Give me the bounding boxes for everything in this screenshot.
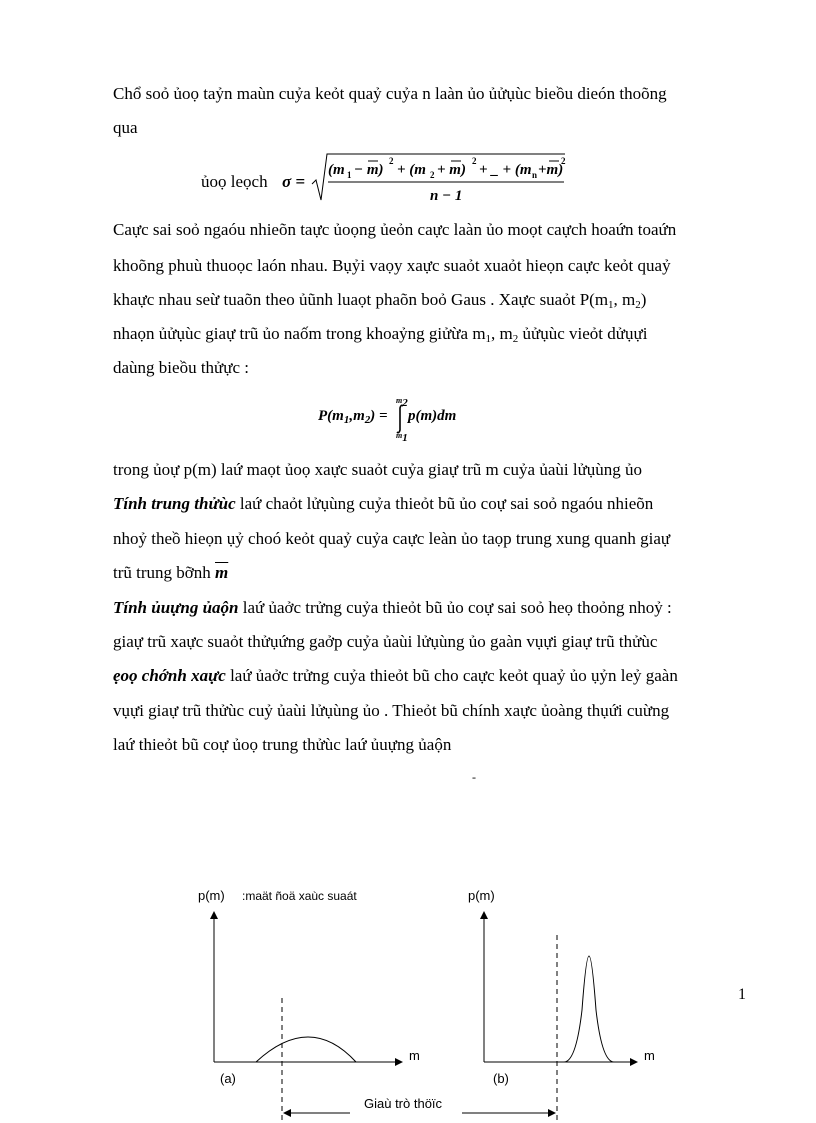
paragraph-6-line-1: [113, 666, 678, 686]
text-run: ): [640, 290, 647, 309]
integral-lower-limit: [396, 431, 408, 444]
svg-text:n − 1: n − 1: [430, 188, 463, 204]
formula-text: m: [396, 431, 403, 440]
paragraph-3-line-1: trong ủoự p(m) laứ maọt ủoọ xaực suaỏt cuỷa giaự trũ m cuỷa ủaùi lửụùng ủo: [113, 460, 643, 479]
plot-a-label: (a): [220, 1071, 236, 1086]
stray-mark: -: [472, 770, 476, 784]
left-wide-density-curve: [256, 1037, 356, 1062]
subscript: 2: [635, 299, 641, 311]
formula-text: ,m: [349, 408, 365, 424]
standard-deviation-formula: [310, 150, 570, 206]
text-run: trũ trung bỡnh: [113, 563, 211, 582]
formula-text: P(m: [318, 408, 344, 424]
svg-text:+ m): + m): [437, 162, 466, 178]
plot-b-label: (b): [493, 1071, 509, 1086]
paragraph-2-line-5: daùng bieồu thửực :: [113, 358, 249, 377]
subscript: 2: [512, 333, 519, 345]
svg-text:1: 1: [347, 170, 352, 180]
density-annotation: :maät ñoä xaùc suaát: [242, 889, 357, 903]
left-x-label: m: [409, 1048, 420, 1063]
svg-text:2: 2: [389, 156, 394, 166]
probability-integral-formula: [318, 398, 468, 446]
svg-text:+ (m: + (m: [397, 162, 426, 178]
subscript: 2: [364, 414, 371, 426]
paragraph-4-line-3: [113, 563, 228, 583]
left-y-label: p(m): [198, 888, 225, 903]
paragraph-1-line-2: qua: [113, 118, 138, 137]
paragraph-2-line-4: [113, 324, 647, 344]
svg-text:+ _ + (m: + _ + (m: [479, 162, 532, 178]
svg-text:2: 2: [561, 156, 566, 166]
text-run: nhaọn ủửụùc giaự trũ ủo naốm trong khoaỷng giửừa m: [113, 324, 486, 343]
text-run: , m: [613, 290, 636, 309]
sigma-symbol: σ =: [282, 172, 306, 191]
true-value-label: Giaù trò thöïc: [364, 1096, 443, 1111]
formula-text: ) =: [370, 408, 388, 424]
subscript: 1: [343, 414, 350, 426]
subscript: 2: [402, 397, 408, 409]
probability-density-figure: [190, 880, 670, 1123]
text-run: , m: [491, 324, 513, 343]
formula-text: m: [396, 396, 403, 405]
svg-text:− m): − m): [354, 162, 384, 178]
term-chinh-xac: ẹoọ chớnh xaực: [113, 666, 226, 685]
paragraph-6-line-2: vụựi giaự trũ thửùc cuỷ ủaùi lửụùng ủo . Thieỏt bũ chính xaực ủoàng thụứi cuừng: [113, 701, 670, 720]
subscript: 1: [485, 333, 492, 345]
paragraph-5-line-1: [113, 598, 672, 618]
paragraph-5-line-2: giaự trũ xaực suaỏt thửụứng gaởp cuỷa ủaùi lửụùng ủo gaàn vụựi giaự trũ thửùc: [113, 632, 658, 651]
right-narrow-density-curve: [564, 956, 614, 1062]
text-run: khaực nhau seừ tuaõn theo ủũnh luaọt phaõn boỏ Gaus . Xaực suaỏt P(m: [113, 290, 609, 309]
term-dung-dan: Tính ủuựng ủaộn: [113, 598, 239, 617]
paragraph-2-line-1: Caực sai soỏ ngaóu nhieõn taực ủoọng ủeỏn caực laàn ủo moọt caựch hoaứn toaứn: [113, 220, 677, 239]
subscript: 1: [402, 432, 408, 444]
text-run: laứ ủaởc trửng cuỷa thieỏt bũ cho caực keỏt quaỷ ủo ụỷn leỷ gaàn: [225, 666, 678, 685]
integral-sign-icon: [396, 404, 406, 434]
text-run: laứ chaỏt lửụùng cuỷa thieỏt bũ ủo coự sai soỏ ngaóu nhieõn: [235, 494, 654, 513]
svg-text:2: 2: [472, 156, 477, 166]
right-x-label: m: [644, 1048, 655, 1063]
svg-text:+m): +m): [538, 162, 564, 178]
equation-label: ủoọ leọch: [201, 172, 268, 191]
paragraph-6-line-3: laứ thieỏt bũ coự ủoọ trung thửùc laứ ủuựng ủaộn: [113, 735, 452, 754]
page-number: 1: [738, 986, 746, 1003]
text-run: laứ ủaởc trửng cuỷa thieỏt bũ ủo coự sai soỏ heọ thoỏng nhoỷ :: [238, 598, 672, 617]
paragraph-4-line-2: nhoỷ theồ hieọn ụỷ choó keỏt quaỷ cuỷa caực leàn ủo taọp trung xung quanh giaự: [113, 529, 671, 548]
right-y-label: p(m): [468, 888, 495, 903]
integrand: p(m)dm: [408, 408, 457, 424]
svg-text:2: 2: [430, 170, 435, 180]
paragraph-4-line-1: [113, 494, 653, 514]
paragraph-1-line-1: Chổ soỏ ủoọ taỷn maùn cuỷa keỏt quaỷ cuỷa n laàn ủo ủửụùc bieồu dieón thoõng: [113, 84, 667, 103]
paragraph-2-line-3: [113, 290, 646, 310]
paragraph-2-line-2: khoõng phuù thuoọc laón nhau. Bụỷi vaọy xaực suaỏt xuaỏt hieọn caực keỏt quaỷ: [113, 256, 671, 275]
svg-text:(m: (m: [328, 162, 345, 178]
subscript: 1: [608, 299, 614, 311]
svg-text:n: n: [532, 170, 538, 180]
text-run: ủửụùc vieỏt dửụựi: [518, 324, 648, 343]
mean-symbol: $\overline{m}$: [215, 563, 229, 582]
term-trung-thuc: Tính trung thửùc: [113, 494, 236, 513]
